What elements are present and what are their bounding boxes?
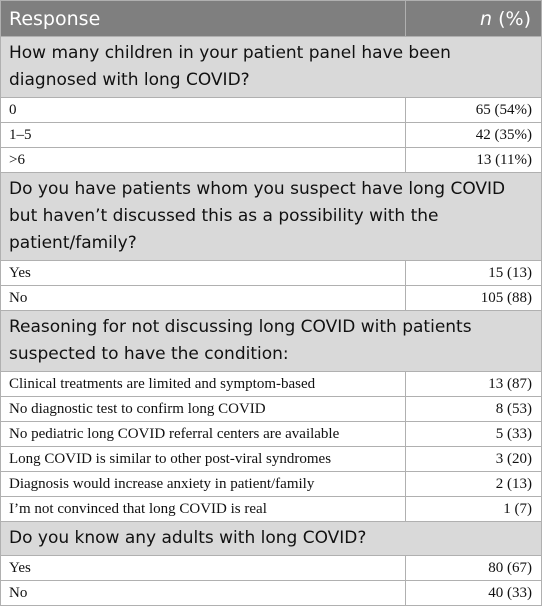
table-row bbox=[1, 123, 542, 148]
question-row bbox=[1, 37, 542, 98]
question-row bbox=[1, 311, 542, 372]
table-row bbox=[1, 372, 542, 397]
row-value: 1 (7) bbox=[406, 497, 542, 522]
row-value: 13 (87) bbox=[406, 372, 542, 397]
question-text: How many children in your patient panel have been diagnosed with long COVID? bbox=[1, 37, 542, 98]
row-value: 8 (53) bbox=[406, 397, 542, 422]
row-value: 42 (35%) bbox=[406, 123, 542, 148]
table-row bbox=[1, 497, 542, 522]
header-percent: (%) bbox=[492, 7, 531, 30]
table-row bbox=[1, 447, 542, 472]
row-label: Clinical treatments are limited and symptom-based bbox=[1, 372, 406, 397]
row-value: 5 (33) bbox=[406, 422, 542, 447]
table-row bbox=[1, 397, 542, 422]
row-label: No bbox=[1, 286, 406, 311]
row-value: 13 (11%) bbox=[406, 148, 542, 173]
header-n: n bbox=[480, 7, 493, 30]
table-row bbox=[1, 472, 542, 497]
row-label: No diagnostic test to confirm long COVID bbox=[1, 397, 406, 422]
header-response: Response bbox=[1, 1, 406, 37]
row-label: Yes bbox=[1, 261, 406, 286]
row-label: Diagnosis would increase anxiety in patient/family bbox=[1, 472, 406, 497]
row-value: 40 (33) bbox=[406, 581, 542, 606]
row-label: 1–5 bbox=[1, 123, 406, 148]
row-value: 65 (54%) bbox=[406, 98, 542, 123]
row-value: 3 (20) bbox=[406, 447, 542, 472]
header-row bbox=[1, 1, 542, 37]
question-row bbox=[1, 173, 542, 261]
table-row bbox=[1, 581, 542, 606]
row-value: 2 (13) bbox=[406, 472, 542, 497]
row-label: Yes bbox=[1, 556, 406, 581]
table-row bbox=[1, 261, 542, 286]
question-text: Reasoning for not discussing long COVID with patients suspected to have the condition: bbox=[1, 311, 542, 372]
header-n-percent bbox=[406, 1, 542, 37]
row-label: No bbox=[1, 581, 406, 606]
row-label: >6 bbox=[1, 148, 406, 173]
table-row bbox=[1, 98, 542, 123]
table-row bbox=[1, 286, 542, 311]
row-value: 15 (13) bbox=[406, 261, 542, 286]
table-row bbox=[1, 556, 542, 581]
table-row bbox=[1, 422, 542, 447]
row-value: 105 (88) bbox=[406, 286, 542, 311]
question-row bbox=[1, 522, 542, 556]
row-label: No pediatric long COVID referral centers are available bbox=[1, 422, 406, 447]
question-text: Do you know any adults with long COVID? bbox=[1, 522, 542, 556]
table-row bbox=[1, 148, 542, 173]
row-value: 80 (67) bbox=[406, 556, 542, 581]
question-text: Do you have patients whom you suspect have long COVID but haven’t discussed this as a possibility with the patient/family? bbox=[1, 173, 542, 261]
row-label: Long COVID is similar to other post-viral syndromes bbox=[1, 447, 406, 472]
row-label: 0 bbox=[1, 98, 406, 123]
row-label: I’m not convinced that long COVID is real bbox=[1, 497, 406, 522]
